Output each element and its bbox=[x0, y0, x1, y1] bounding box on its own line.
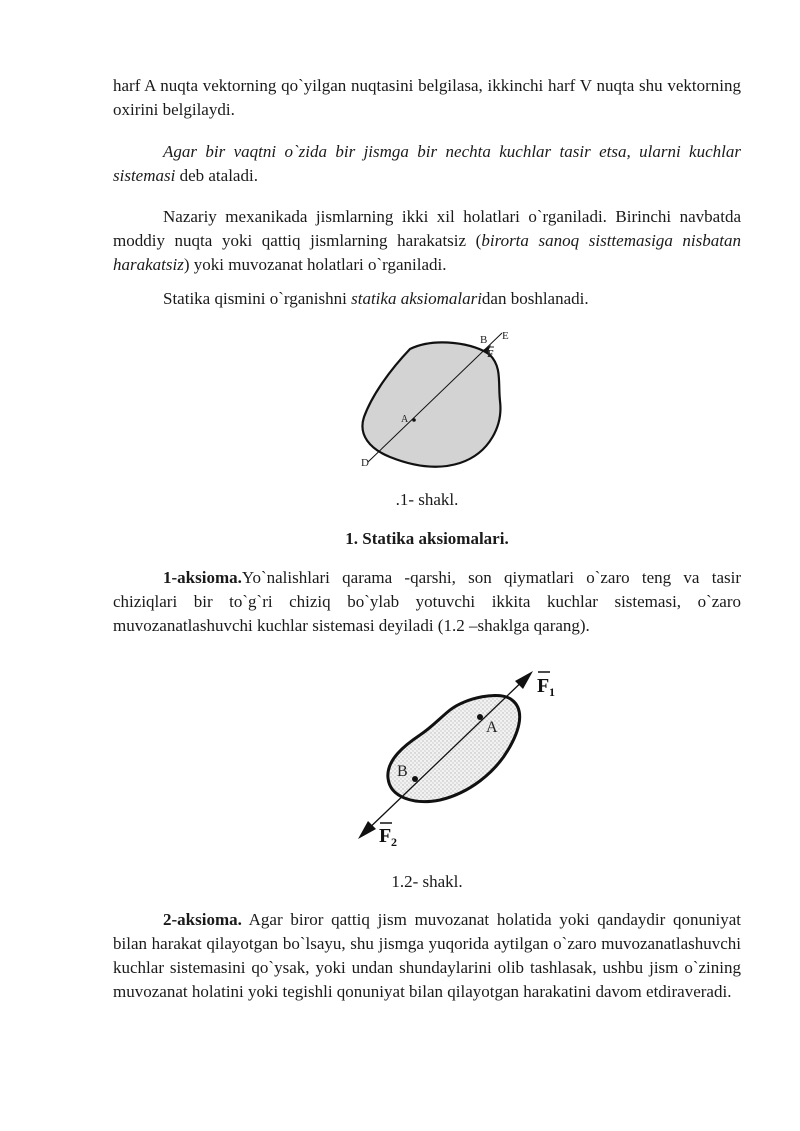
figure-2-label-f2: F bbox=[379, 825, 392, 847]
paragraph-vector-notation: harf A nuqta vektorning qo`yilgan nuqtasini belgilasa, ikkinchi harf V nuqta shu vektorning oxirini belgilaydi. bbox=[113, 76, 741, 119]
figure-1-label-e: E bbox=[502, 330, 509, 342]
definition-rest-text: deb ataladi. bbox=[175, 166, 258, 185]
intro-text-start: Statika qismini o`rganishni bbox=[163, 289, 352, 308]
axiom-2-text: Agar biror qattiq jism muvozanat holatida yoki qandaydir qonuniyat bilan harakat qilayotgan bo`lsayu, shu jismga yuqorida aytilgan o`zaro muvozanatlashuvchi kuchlar sistemasini qo`ysak, yoki undan shundaylarini olib tashlasak, ushbu jism o`zining muvozanat holatini yoki tegishli qonuniyat bilan qilayotgan harakatini davom etdiraveradi. bbox=[113, 910, 741, 1001]
axiom-1-title: 1-aksioma. bbox=[163, 568, 242, 587]
intro-text-end: dan boshlanadi. bbox=[481, 289, 589, 308]
paragraph-axiom-2 bbox=[113, 908, 741, 1004]
figure-2-sub-f2: 2 bbox=[391, 835, 397, 849]
paragraph-force-system-definition bbox=[113, 140, 741, 188]
states-text-start: Nazariy mexanikada jismlarning ikki xil holatlari o`rganiladi. Birinchi navbatda moddiy nuqta yoki qattiq jismlarning harakatsiz ( bbox=[113, 207, 741, 250]
intro-text-italic: statika aksiomalari bbox=[351, 289, 482, 308]
figure-2-body-outline bbox=[388, 695, 520, 801]
definition-italic-text: Agar bir vaqtni o`zida bir jismga bir nechta kuchlar tasir etsa, ularni kuchlar sistemasi bbox=[113, 142, 741, 185]
figure-1-label-d: D bbox=[361, 457, 369, 469]
states-text-end: ) yoki muvozanat holatlari o`rganiladi. bbox=[183, 255, 447, 274]
figure-1-label-a: A bbox=[401, 414, 409, 425]
section-title: 1. Statika aksiomalari. bbox=[345, 529, 509, 548]
figure-1-label-b: B bbox=[480, 334, 488, 346]
figure-1-body-outline bbox=[362, 342, 500, 466]
figure-1-caption: .1- shakl. bbox=[395, 490, 459, 509]
paragraph-axiom-1 bbox=[113, 566, 741, 638]
figure-2-balanced-forces bbox=[350, 660, 570, 855]
figure-2-label-b: B bbox=[397, 763, 408, 780]
figure-2-label-a: A bbox=[486, 719, 498, 736]
figure-2-point-b bbox=[412, 776, 418, 782]
figure-2-sub-f1: 1 bbox=[549, 685, 555, 699]
axiom-1-text: Yo`nalishlari qarama -qarshi, son qiymatlari o`zaro teng va tasir chiziqlari bir to`g`ri chiziq bo`ylab yotuvchi ikkita kuchlar sistemasi, o`zaro muvozanatlashuvchi kuchlar sistemasi deyiladi (1.2 –shaklga qarang). bbox=[113, 568, 741, 635]
figure-1-label-f: F bbox=[487, 348, 494, 360]
figure-2-point-a bbox=[477, 714, 483, 720]
figure-2-caption: 1.2- shakl. bbox=[391, 872, 463, 891]
figure-1-rigid-body bbox=[350, 325, 520, 475]
paragraph-mechanics-states bbox=[113, 205, 741, 277]
figure-2-label-f1: F bbox=[537, 675, 550, 697]
paragraph-statics-axioms-intro bbox=[113, 287, 741, 311]
states-text-italic: birorta sanoq sisttemasiga nisbatan harakatsiz bbox=[113, 231, 741, 274]
figure-1-point-a bbox=[412, 418, 416, 422]
axiom-2-title: 2-aksioma. bbox=[163, 910, 242, 929]
